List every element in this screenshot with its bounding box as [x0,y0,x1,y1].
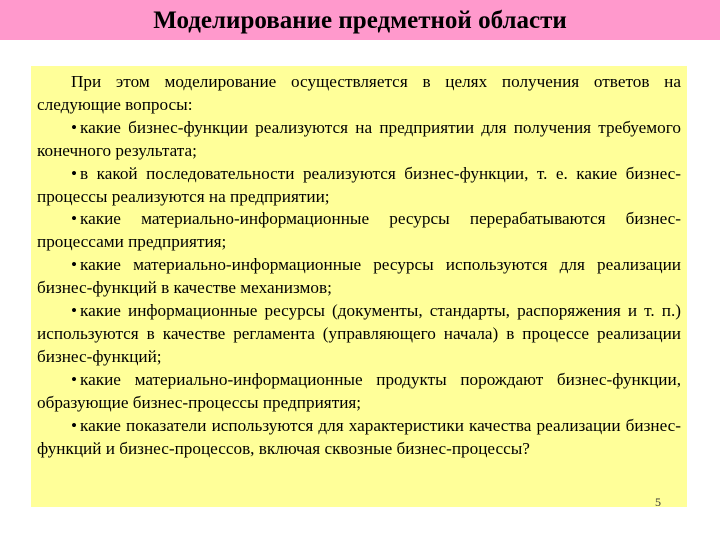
bullet-icon: • [71,117,78,137]
bullet-icon: • [71,163,78,183]
list-item-text: какие бизнес-функции реализуются на предприятии для получения требуемого конечного результата; [37,117,681,160]
bullet-icon: • [71,255,78,275]
list-item-text: какие показатели используются для характеристики качества реализации бизнес-функций и бизнес-процессов, включая сквозные бизнес-процессы? [37,415,681,458]
page-number: 5 [655,495,661,509]
list-item-text: какие информационные ресурсы (документы, стандарты, распоряжения и т. п.) используются в качестве регламента (управляющего начала) в процессе реализации бизнес-функций; [37,301,681,366]
bullet-icon: • [71,301,78,321]
bullet-icon: • [71,369,78,389]
bullet-icon: • [71,209,78,229]
intro-paragraph: При этом моделирование осуществляется в целях получения ответов на следующие вопросы: [37,72,681,114]
list-item-text: какие материально-информационные продукты порождают бизнес-функции, образующие бизнес-процессы предприятия; [37,369,681,412]
list-item [37,415,681,461]
title-bar [0,0,720,40]
bullet-icon: • [71,415,78,435]
content-box [31,66,687,507]
list-item [37,163,681,209]
list-item-text: какие материально-информационные ресурсы используются для реализации бизнес-функций в качестве механизмов; [37,255,681,298]
list-item [37,254,681,300]
list-item [37,117,681,163]
list-item-text: какие материально-информационные ресурсы перерабатываются бизнес-процессами предприятия; [37,209,681,252]
slide-title: Моделирование предметной области [153,7,567,34]
list-item [37,369,681,415]
list-item-text: в какой последовательности реализуются бизнес-функции, т. е. какие бизнес-процессы реализуются на предприятии; [37,163,681,206]
list-item [37,208,681,254]
list-item [37,300,681,369]
